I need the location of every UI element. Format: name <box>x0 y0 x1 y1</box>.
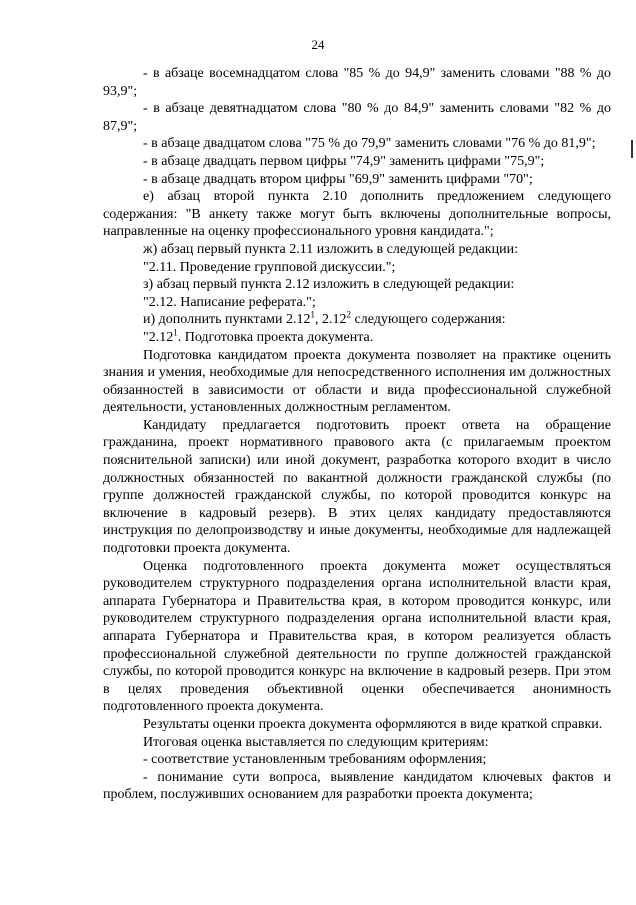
text-fragment: "2.12 <box>143 329 174 345</box>
text-fragment: следующего содержания: <box>351 312 506 328</box>
paragraph: "2.12. Написание реферата."; <box>143 294 316 310</box>
paragraph: - в абзаце двадцать втором цифры "69,9" заменить цифрами "70"; <box>143 171 533 187</box>
document-body <box>103 65 611 804</box>
paragraph: - соответствие установленным требованиям оформления; <box>143 752 487 768</box>
paragraph: - в абзаце девятнадцатом слова "80 % до 84,9" заменить словами "82 % до 87,9"; <box>103 101 611 134</box>
paragraph-section-heading <box>103 329 611 347</box>
paragraph: Кандидату предлагается подготовить проект ответа на обращение гражданина, проект нормативного правового акта (с прилагаемым проектом пояснительной записки) или иной документ, разработка которого входит в число должностных обязанностей по вакантной должности гражданской службы (по группе должностей гражданской службы, по которой проводится конкурс на включение в кадровый резерв). В этих целях кандидату предоставляются инструкция по делопроизводству и иные документы, необходимые для надлежащей подготовки проекта документа. <box>103 417 611 557</box>
paragraph: - понимание сути вопроса, выявление кандидатом ключевых фактов и проблем, послуживших основанием для разработки проекта документа; <box>103 769 611 803</box>
paragraph: Оценка подготовленного проекта документа может осуществляться руководителем структурного подразделения органа исполнительной власти края, аппарата Губернатора и Правительства края, в котором проводится конкурс, или руководителем структурного подразделения органа исполнительной власти края, аппарата Губернатора и Правительства края, в котором реализуется область профессиональной служебной деятельности по группе должностей гражданской службы, по которой проводится конкурс на включение в кадровый резерв. При этом в целях проведения объективной оценки обеспечивается анонимность подготовленного проекта документа. <box>103 558 611 715</box>
superscript: 1 <box>310 309 316 320</box>
paragraph: - в абзаце двадцатом слова "75 % до 79,9" заменить словами "76 % до 81,9"; <box>143 136 596 152</box>
superscript: 1 <box>173 327 178 338</box>
scan-edge-mark <box>631 140 633 158</box>
page-number: 24 <box>311 37 325 52</box>
paragraph: Итоговая оценка выставляется по следующим критериям: <box>143 734 489 750</box>
paragraph: з) абзац первый пункта 2.12 изложить в следующей редакции: <box>143 277 515 293</box>
paragraph: "2.11. Проведение групповой дискуссии."; <box>143 259 396 275</box>
paragraph: ж) абзац первый пункта 2.11 изложить в следующей редакции: <box>143 241 518 257</box>
text-fragment: и) дополнить пунктами 2.12 <box>143 312 311 328</box>
paragraph: - в абзаце восемнадцатом слова "85 % до 94,9" заменить словами "88 % до 93,9"; <box>103 66 611 99</box>
text-fragment: , 2.12 <box>315 312 347 328</box>
paragraph-add-points <box>103 311 611 329</box>
paragraph: е) абзац второй пункта 2.10 дополнить предложением следующего содержания: "В анкету также могут быть включены дополнительные вопросы, направленные на оценку профессионального уровня кандидата."; <box>103 189 611 240</box>
paragraph: - в абзаце двадцать первом цифры "74,9" заменить цифрами "75,9"; <box>143 153 545 169</box>
text-fragment: . Подготовка проекта документа. <box>177 329 374 345</box>
superscript: 2 <box>346 309 352 320</box>
paragraph: Подготовка кандидатом проекта документа позволяет на практике оценить знания и умения, необходимые для непосредственного исполнения им должностных обязанностей в зависимости от области и вида профессиональной служебной деятельности, установленных должностным регламентом. <box>103 347 611 416</box>
paragraph: Результаты оценки проекта документа оформляются в виде краткой справки. <box>143 716 603 732</box>
